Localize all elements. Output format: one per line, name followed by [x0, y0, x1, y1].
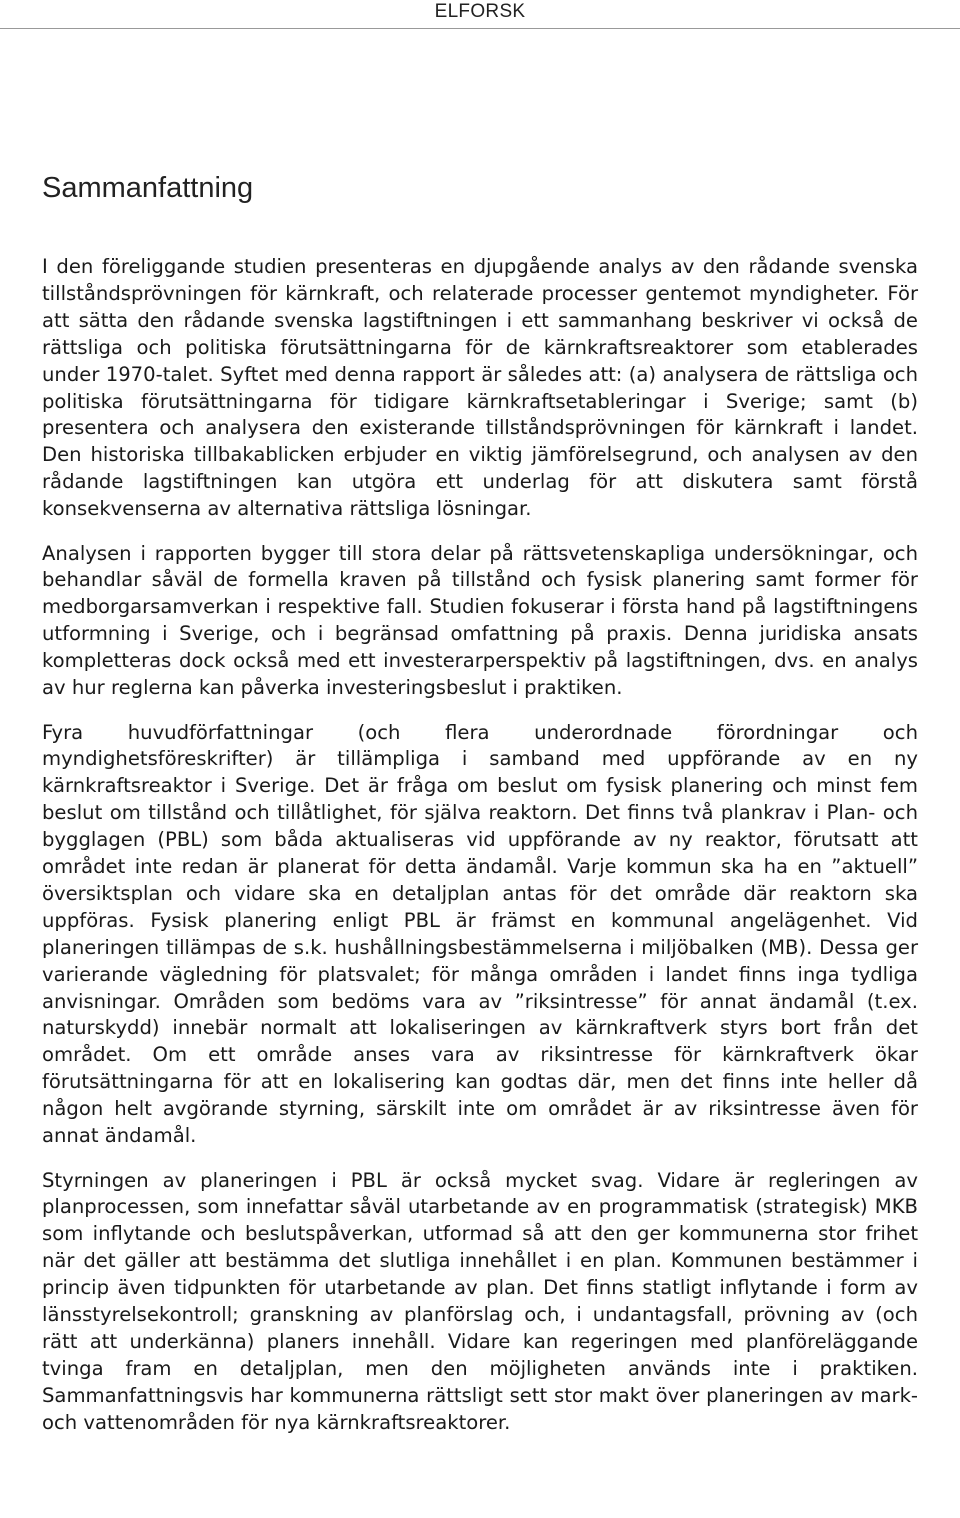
- header-title: ELFORSK: [434, 1, 526, 22]
- page-content: [42, 168, 918, 1454]
- section-heading: Sammanfattning: [42, 172, 254, 204]
- paragraph-intro: I den föreliggande studien presenteras en djupgående analys av den rådande svenska tillståndsprövningen för kärnkraft, och relaterade processer gentemot myndigheter. För att sätta den rådande svenska lagstiftningen i ett sammanhang beskriver vi också de rättsliga och politiska förutsättningarna för de kärnkraftsreaktorer som etablerades under 1970-talet. Syftet med denna rapport är således att: (a) analysera de rättsliga och politiska förutsättningarna för tidigare kärnkraftsetableringar i Sverige; samt (b) presentera och analysera den existerande tillståndsprövningen för kärnkraft i landet. Den historiska tillbakablicken erbjuder en viktig jämförelsegrund, och analysen av den rådande lagstiftningen kan utgöra ett underlag för att diskutera samt förstå konsekvenserna av alternativa rättsliga lösningar.: [42, 255, 918, 521]
- page-header: [0, 0, 960, 29]
- paragraph-planning: Styrningen av planeringen i PBL är också mycket svag. Vidare är regleringen av planprocessen, som innefattar såväl utarbetande av en programmatisk (strategisk) MKB som inflytande och beslutspåverkan, utformad så att den ger kommunerna stor frihet när det gäller att bestämma det slutliga innehållet i en plan. Kommunen bestämmer i princip även tidpunkten för utarbetande av plan. Det finns statligt inflytande i form av länsstyrelsekontroll; granskning av planförslag och, i undantagsfall, prövning av (och rätt att underkänna) planers innehåll. Vidare kan regeringen med planföreläggande tvinga fram en detaljplan, men den möjligheten används inte i praktiken. Sammanfattningsvis har kommunerna rättsligt sett stor makt över planeringen av mark- och vattenområden för nya kärnkraftsreaktorer.: [42, 1168, 918, 1434]
- paragraph-legislation: Fyra huvudförfattningar (och flera underordnade förordningar och myndighetsföreskrifter) är tillämpliga i samband med uppförande av en ny kärnkraftsreaktor i Sverige. Det är fråga om beslut om fysisk planering och minst fem beslut om tillstånd och tillåtlighet, för själva reaktorn. Det finns två plankrav i Plan- och bygglagen (PBL) som båda aktualiseras vid uppförande av ny reaktor, förutsatt att området inte redan är planerat för detta ändamål. Varje kommun ska ha en ”aktuell” översiktsplan och vidare ska en detaljplan antas för det område där reaktorn ska uppföras. Fysisk planering enligt PBL är främst en kommunal angelägenhet. Vid planeringen tillämpas de s.k. hushållningsbestämmelserna i miljöbalken (MB). Dessa ger varierande vägledning för platsvalet; för många områden i landet finns inga tydliga anvisningar. Områden som bedöms vara av ”riksintresse” för annat ändamål (t.ex. naturskydd) innebär normalt att lokaliseringen av kärnkraftverk styrs bort från det området. Om ett område anses vara av riksintresse för kärnkraftverk ökar förutsättningarna för att en lokalisering kan godtas där, men det finns inte heller då någon helt avgörande styrning, särskilt inte om området är av riksintresse även för annat ändamål.: [42, 720, 918, 1148]
- paragraph-analysis: Analysen i rapporten bygger till stora delar på rättsvetenskapliga undersökningar, och behandlar såväl de formella kraven på tillstånd och fysisk planering samt former för medborgarsamverkan i respektive fall. Studien fokuserar i första hand på lagstiftningens utformning i Sverige, och i begränsad omfattning på praxis. Denna juridiska ansats kompletteras dock också med ett investerarperspektiv på lagstiftningen, dvs. en analys av hur reglerna kan påverka investeringsbeslut i praktiken.: [42, 541, 918, 700]
